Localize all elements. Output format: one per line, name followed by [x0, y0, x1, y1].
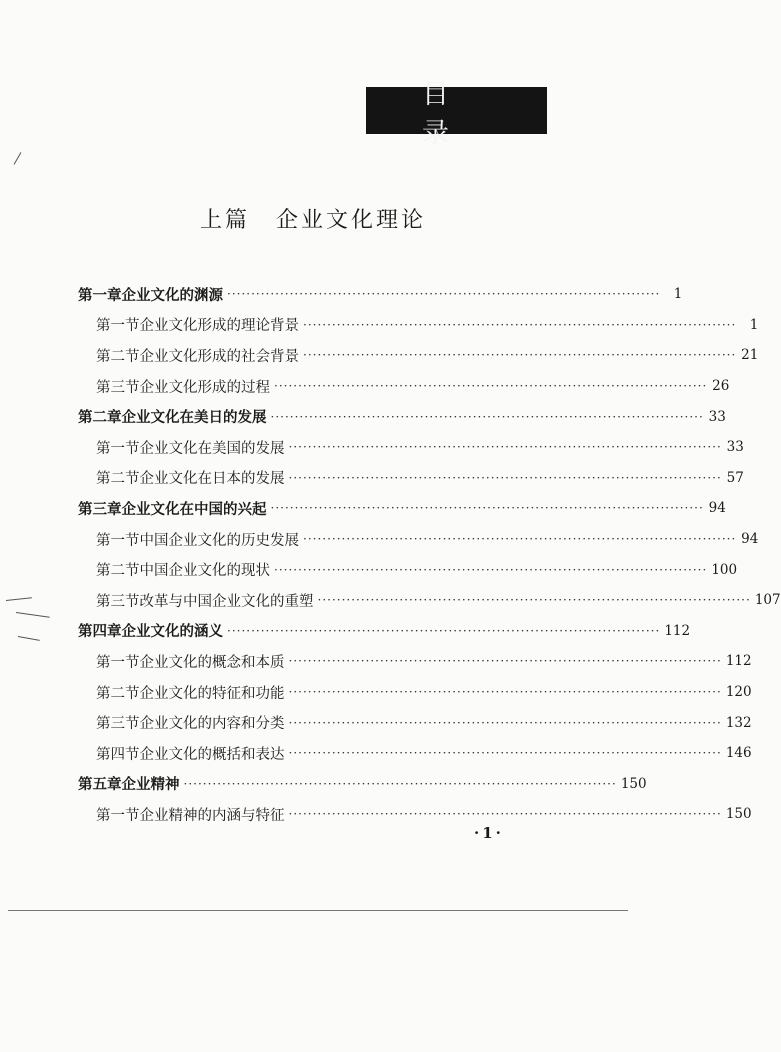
- page-number: ·1·: [474, 824, 504, 842]
- dot-leader: ··························································································: [288, 685, 722, 700]
- toc-entry-page: 107: [754, 592, 781, 609]
- toc-entry-title: 企业文化在中国的兴起: [121, 500, 267, 518]
- toc-entry-title: 企业文化的内容和分类: [139, 716, 285, 733]
- toc-entry-title: 企业文化形成的理论背景: [139, 318, 299, 335]
- toc-entry-label: 第一章: [78, 286, 122, 304]
- toc-section-row[interactable]: [78, 585, 781, 616]
- dot-leader: ··························································································: [288, 470, 722, 485]
- toc-chapter-row[interactable]: [78, 493, 726, 524]
- dot-leader: ··························································································: [317, 593, 751, 608]
- contents-header: 目 录: [366, 87, 547, 134]
- toc-entry-label: 第二节: [96, 685, 140, 702]
- toc-entry-title: 企业文化的概括和表达: [139, 746, 285, 763]
- dot-leader: ··························································································: [288, 654, 722, 669]
- toc-entry-title: 改革与中国企业文化的重塑: [139, 593, 314, 610]
- toc-section-row[interactable]: [78, 371, 730, 402]
- toc-section-row[interactable]: [78, 738, 752, 769]
- toc-section-row[interactable]: [78, 432, 744, 463]
- toc-entry-page: 132: [725, 714, 752, 731]
- toc-entry-title: 企业文化的概念和本质: [139, 654, 285, 671]
- toc-entry-page: 21: [741, 347, 759, 364]
- dot-leader: ··························································································: [274, 562, 708, 577]
- toc-entry-page: 150: [620, 775, 647, 792]
- dot-leader: ··························································································: [270, 409, 704, 424]
- toc-chapter-row[interactable]: [78, 401, 726, 432]
- toc-entry-label: 第二章: [78, 409, 122, 427]
- scan-mark: [18, 636, 40, 641]
- dot-leader: ··························································································: [274, 379, 708, 394]
- toc-entry-label: 第一节: [96, 807, 140, 824]
- part-label: 上篇: [200, 208, 251, 233]
- toc-entry-title: 企业文化的特征和功能: [139, 685, 285, 702]
- toc-entry-label: 第三节: [96, 593, 140, 610]
- toc-entry-label: 第三节: [96, 716, 140, 733]
- dot-leader: ··························································································: [288, 715, 722, 730]
- part-name: 企业文化理论: [276, 208, 427, 233]
- dot-leader: ··························································································: [288, 746, 722, 761]
- toc-entry-title: 企业文化的渊源: [121, 286, 223, 304]
- toc-section-row[interactable]: [78, 463, 744, 494]
- toc-entry-title: 企业精神: [121, 776, 180, 794]
- toc-entry-label: 第三章: [78, 500, 122, 518]
- toc-section-row[interactable]: [78, 554, 738, 585]
- toc-entry-label: 第三节: [96, 379, 140, 396]
- toc-entry-label: 第二节: [96, 471, 140, 488]
- toc-chapter-row[interactable]: [78, 279, 683, 310]
- toc-entry-title: 企业文化形成的社会背景: [139, 348, 299, 365]
- toc-entry-title: 中国企业文化的现状: [139, 563, 270, 580]
- toc-entry-label: 第二节: [96, 348, 140, 365]
- dot-leader: ··························································································: [270, 501, 704, 516]
- toc-entry-page: 100: [711, 561, 738, 578]
- dot-leader: ··························································································: [303, 317, 737, 332]
- toc-entry-page: 112: [725, 653, 752, 670]
- toc-entry-label: 第五章: [78, 776, 122, 794]
- toc-entry-label: 第一节: [96, 654, 140, 671]
- toc-entry-page: 94: [708, 500, 726, 517]
- toc-entry-page: 146: [725, 745, 752, 762]
- toc-entry-label: 第四章: [78, 623, 122, 641]
- toc-entry-label: 第四节: [96, 746, 140, 763]
- dot-leader: ··························································································: [288, 440, 722, 455]
- toc-section-row[interactable]: [78, 646, 752, 677]
- scan-line: [8, 910, 628, 911]
- toc-entry-title: 企业文化形成的过程: [139, 379, 270, 396]
- toc-entry-label: 第二节: [96, 563, 140, 580]
- dot-leader: ··························································································: [303, 348, 737, 363]
- toc-entry-title: 企业文化在美日的发展: [121, 409, 267, 427]
- toc-entry-page: 112: [664, 622, 691, 639]
- toc-entry-page: 33: [708, 408, 726, 425]
- toc-chapter-row[interactable]: [78, 769, 647, 800]
- toc-entry-page: 1: [673, 286, 683, 303]
- scan-mark: [16, 612, 50, 618]
- toc-entry-page: 150: [725, 806, 752, 823]
- toc-section-row[interactable]: [78, 310, 759, 341]
- toc-entry-page: 120: [725, 684, 752, 701]
- toc-section-row[interactable]: [78, 677, 752, 708]
- part-title: [200, 203, 440, 234]
- toc-chapter-row[interactable]: [78, 616, 691, 647]
- toc-entry-page: 1: [749, 316, 759, 333]
- toc-section-row[interactable]: [78, 707, 752, 738]
- toc-entry-label: 第一节: [96, 440, 140, 457]
- toc-entry-title: 企业精神的内涵与特征: [139, 807, 285, 824]
- toc-entry-title: 企业文化的涵义: [121, 623, 223, 641]
- scan-mark: [6, 597, 32, 601]
- toc-entry-title: 企业文化在日本的发展: [139, 471, 285, 488]
- toc-entry-label: 第一节: [96, 532, 140, 549]
- scan-mark: [14, 152, 22, 165]
- toc-entry-page: 26: [712, 378, 730, 395]
- toc-entry-label: 第一节: [96, 318, 140, 335]
- toc-section-row[interactable]: [78, 340, 759, 371]
- table-of-contents: [78, 279, 781, 830]
- dot-leader: ··························································································: [288, 807, 722, 822]
- toc-entry-page: 94: [741, 531, 759, 548]
- toc-entry-page: 57: [726, 469, 744, 486]
- dot-leader: ··························································································: [303, 532, 737, 547]
- dot-leader: ··························································································: [227, 623, 661, 638]
- toc-entry-title: 中国企业文化的历史发展: [139, 532, 299, 549]
- dot-leader: ··························································································: [183, 776, 617, 791]
- dot-leader: ··························································································: [227, 287, 661, 302]
- toc-section-row[interactable]: [78, 524, 759, 555]
- toc-entry-page: 33: [726, 439, 744, 456]
- toc-entry-title: 企业文化在美国的发展: [139, 440, 285, 457]
